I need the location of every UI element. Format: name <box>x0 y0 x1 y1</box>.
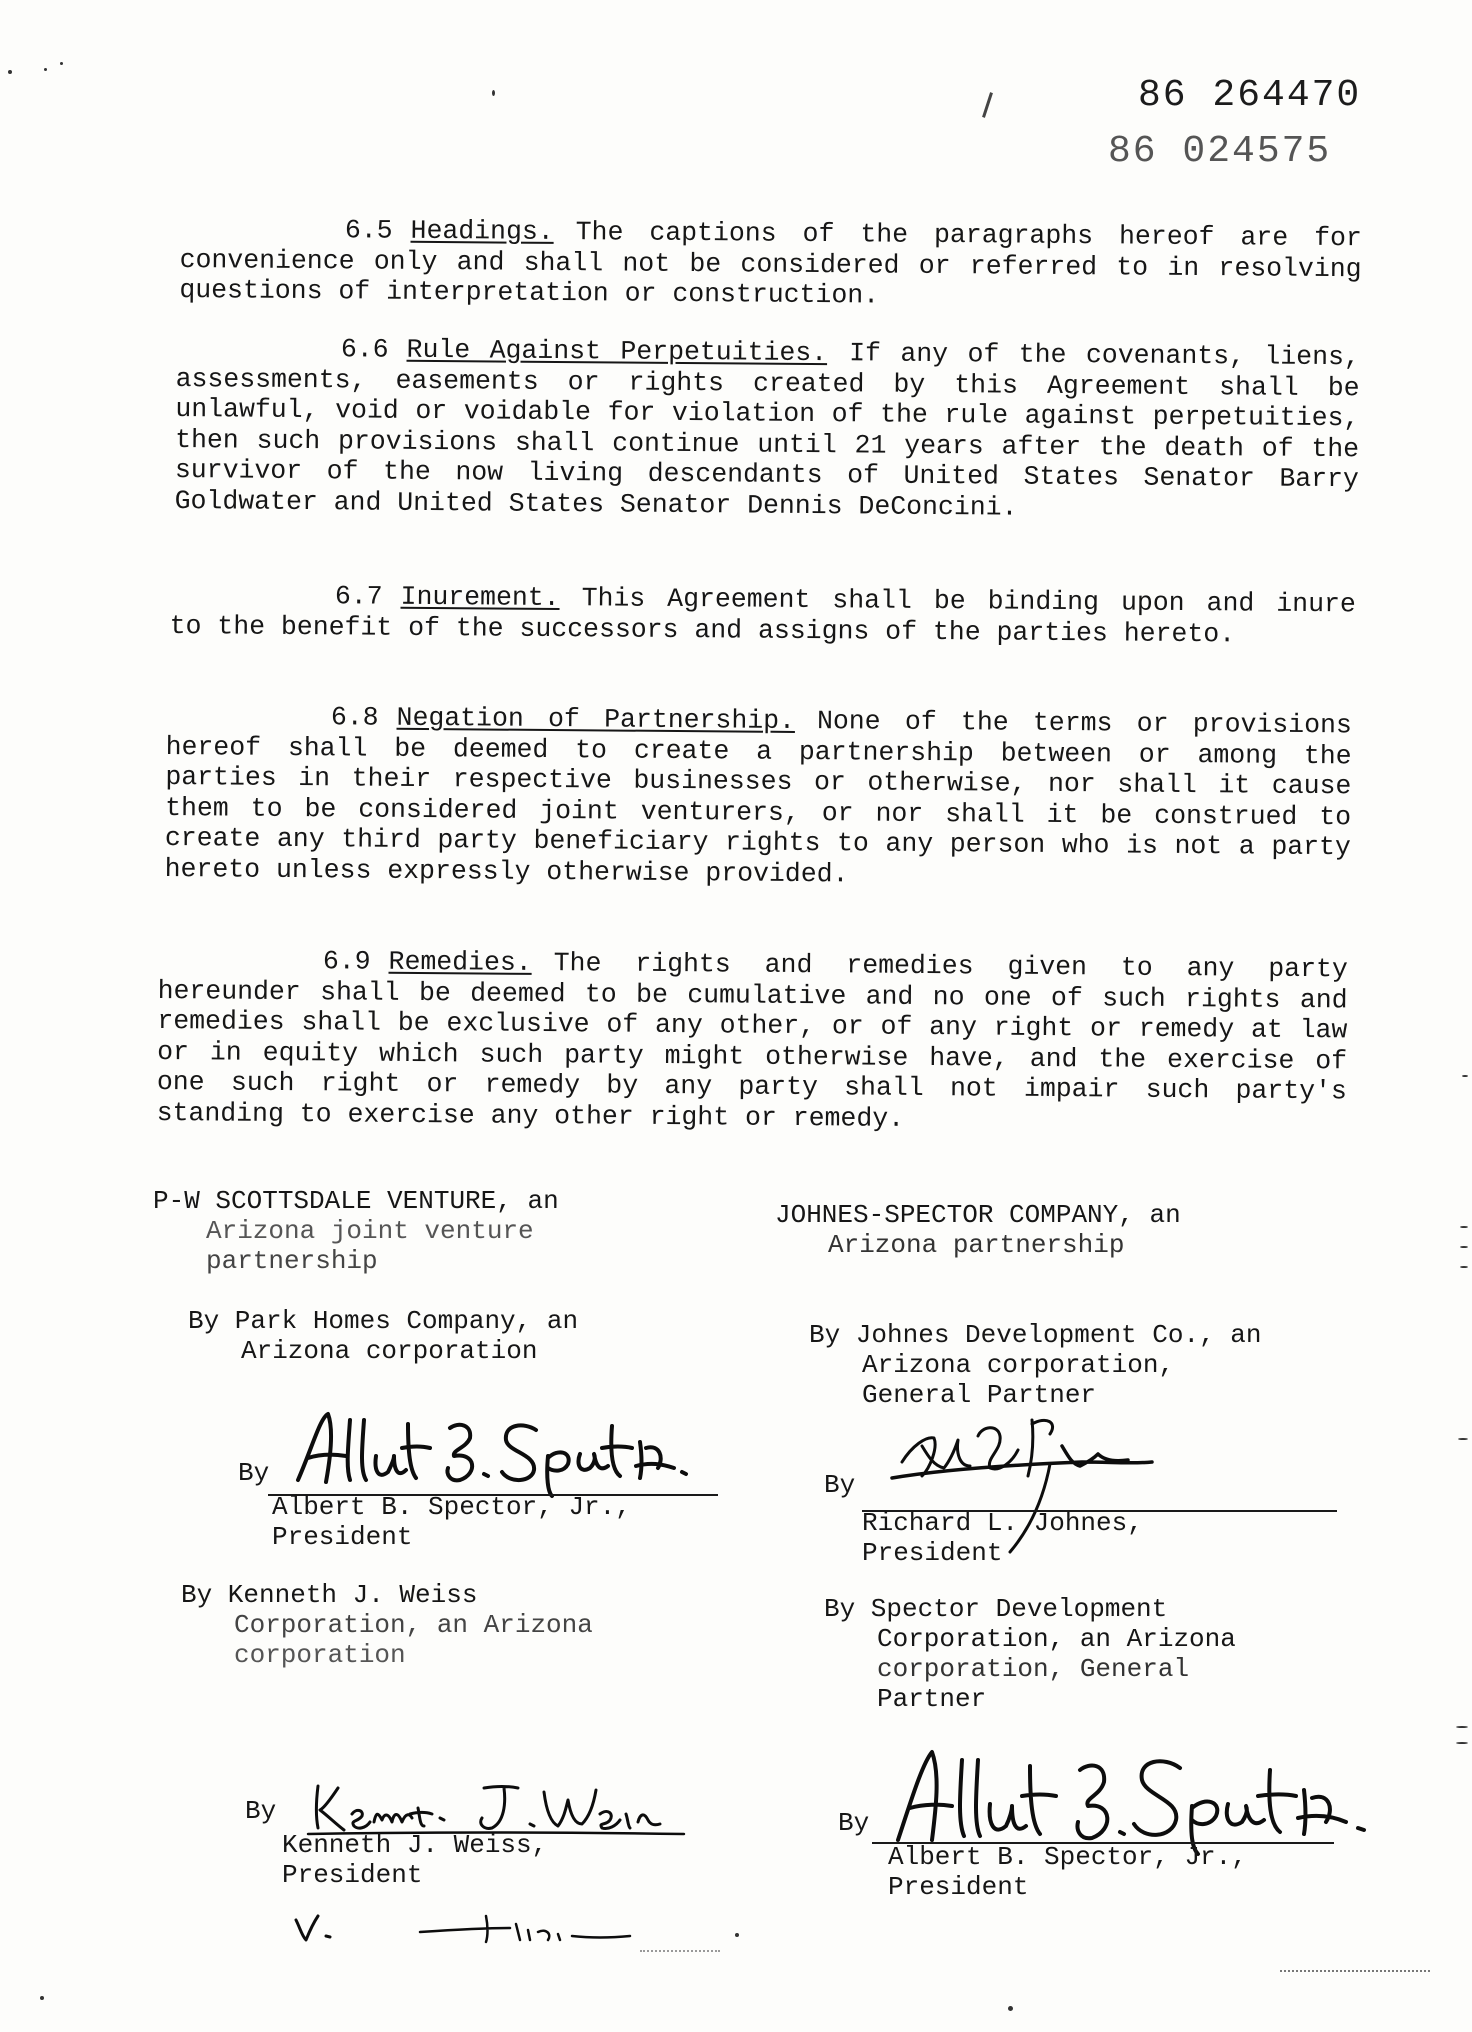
section-heading: Inurement. <box>400 581 560 614</box>
by-entity-type: Corporation, an Arizona <box>877 1624 1236 1654</box>
party-name: JOHNES-SPECTOR COMPANY, an <box>775 1200 1181 1230</box>
left-by-block-2 <box>181 1580 593 1670</box>
scan-speck <box>1008 2006 1013 2011</box>
party-name: P-W SCOTTSDALE VENTURE, an <box>153 1186 559 1216</box>
scan-speck <box>1456 1742 1468 1744</box>
by-entity-type: corporation <box>234 1640 406 1670</box>
scan-speck <box>735 1933 739 1937</box>
section-6-7 <box>170 580 1356 650</box>
scan-noise-bottom-left <box>640 1950 720 1955</box>
signer-block <box>272 1492 631 1552</box>
party-description: Arizona joint venture <box>206 1216 534 1246</box>
section-6-9 <box>157 945 1348 1137</box>
section-heading: Remedies. <box>388 946 532 978</box>
by-entity-type: Arizona corporation, <box>862 1350 1175 1380</box>
scan-speck <box>1460 1246 1468 1248</box>
section-text: If any of the covenants, liens, assessments, easements or rights created by this Agreement shall be unlawful, void or voidable for violation of the rule against perpetuities, then such provisions shall continue until 21 years after the death of the survivor of the now living descendants of United States Senator Barry Goldwater and United States Senator Dennis DeConcini. <box>174 338 1360 523</box>
signer-title: President <box>862 1538 1003 1568</box>
section-6-8 <box>165 701 1352 893</box>
section-heading: Rule Against Perpetuities. <box>406 334 828 369</box>
by-entity-type: General Partner <box>862 1380 1097 1410</box>
section-number: 6.9 <box>322 946 371 977</box>
scan-speck <box>1460 1266 1468 1268</box>
section-6-5 <box>179 214 1362 315</box>
right-by-block-1 <box>809 1320 1261 1410</box>
section-text: The rights and remedies given to any party hereunder shall be deemed to be cumulative and no one of such rights and remedies shall be exclusive of any other, or of any right or remedy at law or in equity which such party might otherwise have, and the exercise of one such right or remedy by any party shall not impair such party's standing to exercise any other right or remedy. <box>156 948 1348 1134</box>
by-label: By <box>238 1458 270 1488</box>
by-line: By Johnes Development Co., an <box>809 1320 1262 1350</box>
document-number-2: 86 024575 <box>1108 130 1332 173</box>
by-label: By <box>824 1470 856 1500</box>
scan-speck <box>1462 1075 1468 1077</box>
handwritten-initials <box>290 1906 650 1946</box>
scan-noise-bottom <box>1280 1970 1430 1975</box>
signer-name: Richard L. Johnes, <box>862 1508 1143 1538</box>
scan-speck <box>60 62 63 65</box>
signer-name: Albert B. Spector, Jr., <box>272 1492 631 1522</box>
section-number: 6.5 <box>344 215 393 246</box>
signer-title: President <box>282 1860 423 1890</box>
signer-block <box>862 1508 1143 1568</box>
signer-name: Albert B. Spector, Jr., <box>888 1842 1247 1872</box>
scan-speck <box>1456 1726 1468 1728</box>
signer-title: President <box>272 1522 413 1552</box>
by-label: By <box>245 1796 277 1826</box>
scan-speck <box>8 70 12 74</box>
by-line: By Kenneth J. Weiss <box>181 1580 478 1610</box>
scan-speck <box>492 90 495 96</box>
signature-albert-spector-right <box>880 1744 1380 1856</box>
section-text: None of the terms or provisions hereof shall be deemed to create a partnership between or among the parties in their respective businesses or otherwise, nor shall it cause them to be considered joint venturers, or nor shall it be construed to create any third party beneficiary rights to any person who is not a party hereto unless expressly otherwise provided. <box>164 706 1352 889</box>
by-entity-type: corporation, General <box>877 1654 1190 1684</box>
signer-block <box>888 1842 1247 1902</box>
section-text: This Agreement shall be binding upon and inure to the benefit of the successors and assigns of the parties hereto. <box>169 583 1356 649</box>
signer-block <box>282 1830 547 1890</box>
right-by-block-2 <box>824 1594 1236 1714</box>
party-description: Arizona partnership <box>828 1230 1125 1260</box>
right-party-block <box>775 1200 1181 1260</box>
signature-kenneth-weiss <box>308 1778 688 1838</box>
scan-speck <box>40 1996 44 2000</box>
party-description: partnership <box>206 1246 378 1276</box>
section-heading: Headings. <box>410 215 554 247</box>
by-entity-type: Arizona corporation <box>241 1336 538 1366</box>
left-party-block <box>153 1186 559 1276</box>
by-entity-type: Corporation, an Arizona <box>234 1610 593 1640</box>
by-entity-type: Partner <box>877 1684 987 1714</box>
by-label: By <box>838 1808 870 1838</box>
section-6-6 <box>175 333 1360 525</box>
by-line: By Park Homes Company, an <box>188 1306 579 1336</box>
signer-name: Kenneth J. Weiss, <box>282 1830 548 1860</box>
signer-title: President <box>888 1872 1029 1902</box>
signature-albert-spector-left <box>290 1408 750 1498</box>
scan-speck <box>44 68 47 71</box>
scan-speck <box>1458 1438 1468 1440</box>
document-number-1: 86 264470 <box>1138 74 1362 117</box>
section-number: 6.8 <box>330 702 379 733</box>
scan-speck <box>1460 1226 1468 1228</box>
section-number: 6.6 <box>340 334 389 365</box>
left-by-block-1 <box>188 1306 578 1366</box>
section-text: The captions of the paragraphs hereof are for convenience only and shall not be considered or referred to in resolving questions of interpretation or construction. <box>179 217 1362 311</box>
section-number: 6.7 <box>334 581 383 612</box>
stray-mark <box>982 92 993 118</box>
section-heading: Negation of Partnership. <box>396 702 796 736</box>
by-line: By Spector Development <box>824 1594 1168 1624</box>
